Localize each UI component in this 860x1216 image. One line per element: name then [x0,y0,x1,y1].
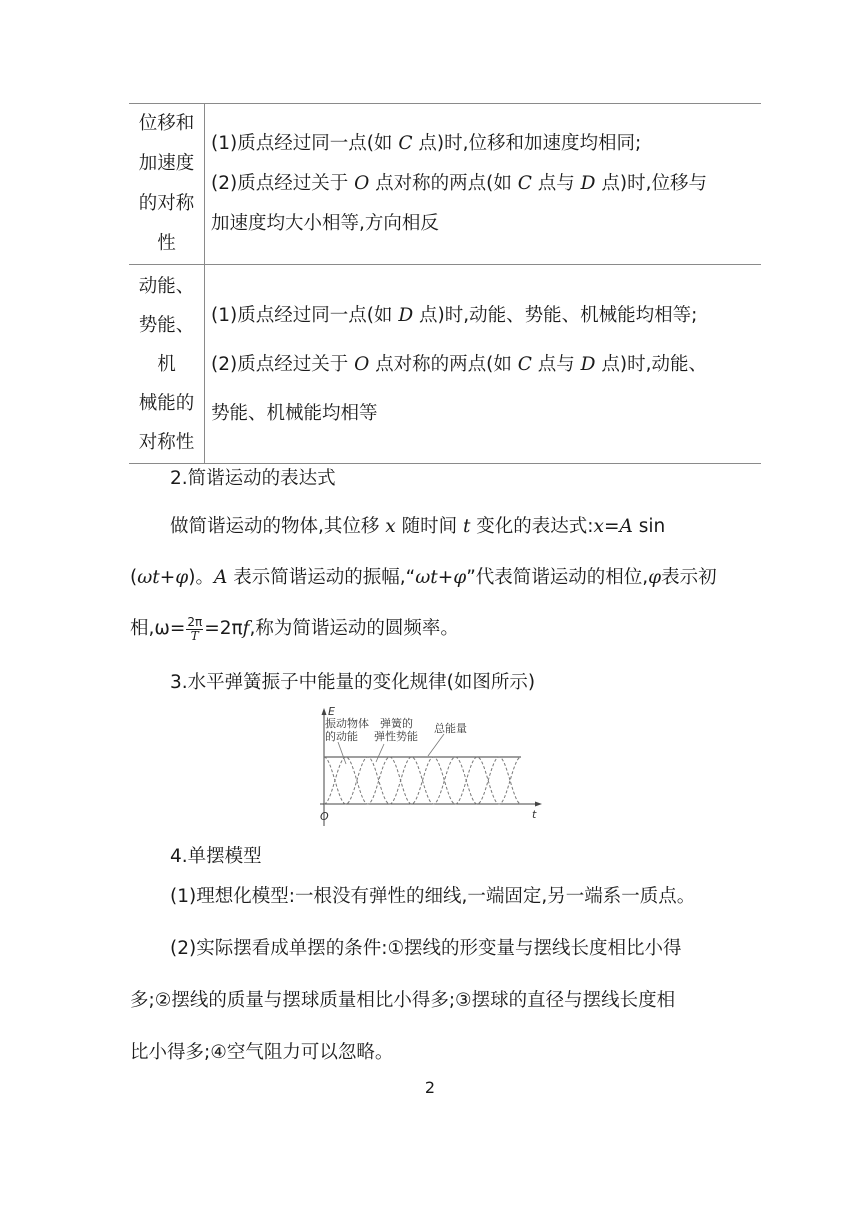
text: 点对称的两点(如 [369,173,518,194]
expression-line-3 [130,614,770,644]
label-line: 加速度 [138,153,195,174]
text: 加速度均大小相等,方向相反 [211,213,439,234]
text: ( [130,567,138,588]
leader-line [376,744,384,762]
text: ”代表简谐运动的相位, [466,567,649,588]
label-line: 对称性 [138,431,195,453]
energy-figure [316,706,544,830]
table-row [129,104,761,265]
text: 点)时,位移和加速度均相同; [412,133,642,154]
row-content [205,265,762,464]
section-4-p1: (1)理想化模型:一根没有弹性的细线,一端固定,另一端系一质点。 [170,886,696,907]
elastic-label-1: 弹簧的 [380,717,413,730]
text: 点与 [531,173,581,194]
text: sin [632,516,666,537]
var-omega-t: ωt [415,567,438,588]
var-x: x [593,516,604,537]
energy-diagram [316,706,544,830]
page-number: 2 [424,1078,436,1097]
row-label [129,104,205,265]
kinetic-label-1: 振动物体 [325,717,369,730]
label-line: 动能、 [138,275,195,297]
var-f: f [242,618,250,639]
expression-line-1 [170,515,810,539]
kinetic-label-2: 的动能 [325,730,358,743]
var-phi: φ [175,567,189,588]
row-content [205,104,762,265]
text: 点与 [531,353,581,375]
text: =2π [204,618,243,639]
label-line: 势能、 [138,314,195,336]
label-line: 性 [157,233,176,254]
y-axis-arrow [322,708,327,715]
text: 点)时,动能、 [595,353,707,375]
var-phi: φ [453,567,467,588]
section-2-heading: 2.简谐运动的表达式 [170,468,336,489]
elastic-label-2: 弹性势能 [374,730,418,743]
section-4-heading: 4.单摆模型 [170,846,262,867]
fraction [186,616,203,643]
row-label [129,265,205,464]
var-A: A [213,567,228,588]
var-t: t [462,516,471,537]
expression-line-2 [130,566,770,590]
text: 变化的表达式: [470,516,594,537]
total-energy-label: 总能量 [434,722,467,735]
var-omega-t: ωt [137,567,160,588]
text: 点对称的两点(如 [369,353,518,375]
text: + [437,567,454,588]
text: (2)质点经过关于 [211,173,355,194]
label-line: 位移和 [138,113,195,134]
text: = [603,516,620,537]
text: (1)质点经过同一点(如 [211,133,399,154]
point-variable: D [580,353,596,375]
section-4-p2-line1: (2)实际摆看成单摆的条件:①摆线的形变量与摆线长度相比小得 [170,938,682,959]
origin-label: O [320,810,329,823]
label-line: 的对称 [138,193,195,214]
point-variable: C [517,353,532,375]
content-line [211,164,761,204]
text: 做简谐运动的物体,其位移 [170,516,386,537]
text: 点)时,动能、势能、机械能均相等; [413,304,698,326]
content-line [211,204,761,244]
point-variable: D [580,173,596,194]
point-variable: C [398,133,413,154]
section-4-p2-line2: 多;②摆线的质量与摆球质量相比小得多;③摆球的直径与摆线长度相 [130,990,676,1011]
point-variable: D [398,304,414,326]
text: (2)质点经过关于 [211,353,355,375]
text: 点)时,位移与 [595,173,707,194]
point-variable: O [354,173,370,194]
x-axis-label: t [532,808,537,821]
content-line [211,291,761,340]
text: 表示初 [661,567,717,588]
text: )。 [188,567,214,588]
x-axis-arrow [535,802,542,807]
var-A: A [619,516,633,537]
var-phi: φ [648,567,662,588]
text: 表示简谐运动的振幅,“ [227,567,416,588]
fraction-numerator: 2π [187,614,203,629]
text: 相,ω= [130,618,186,639]
label-line: 械能的 [138,392,195,414]
var-x: x [385,516,396,537]
content-line [211,389,761,438]
symmetry-table [129,103,761,464]
text: 势能、机械能均相等 [211,402,378,424]
y-axis-label: E [328,706,335,718]
leader-line [428,734,444,756]
fraction-denominator: T [190,628,199,643]
content-line [211,340,761,389]
text: + [159,567,176,588]
section-4-p2-line3: 比小得多;④空气阻力可以忽略。 [130,1042,394,1063]
point-variable: C [517,173,532,194]
text: (1)质点经过同一点(如 [211,304,399,326]
point-variable: O [354,353,370,375]
label-line: 机 [157,353,176,375]
elastic-energy-curve [324,757,521,804]
text: 随时间 [395,516,463,537]
text: ,称为简谐运动的圆频率。 [249,618,459,639]
section-3-heading: 3.水平弹簧振子中能量的变化规律(如图所示) [170,672,536,693]
table-row [129,265,761,464]
content-line [211,124,761,164]
